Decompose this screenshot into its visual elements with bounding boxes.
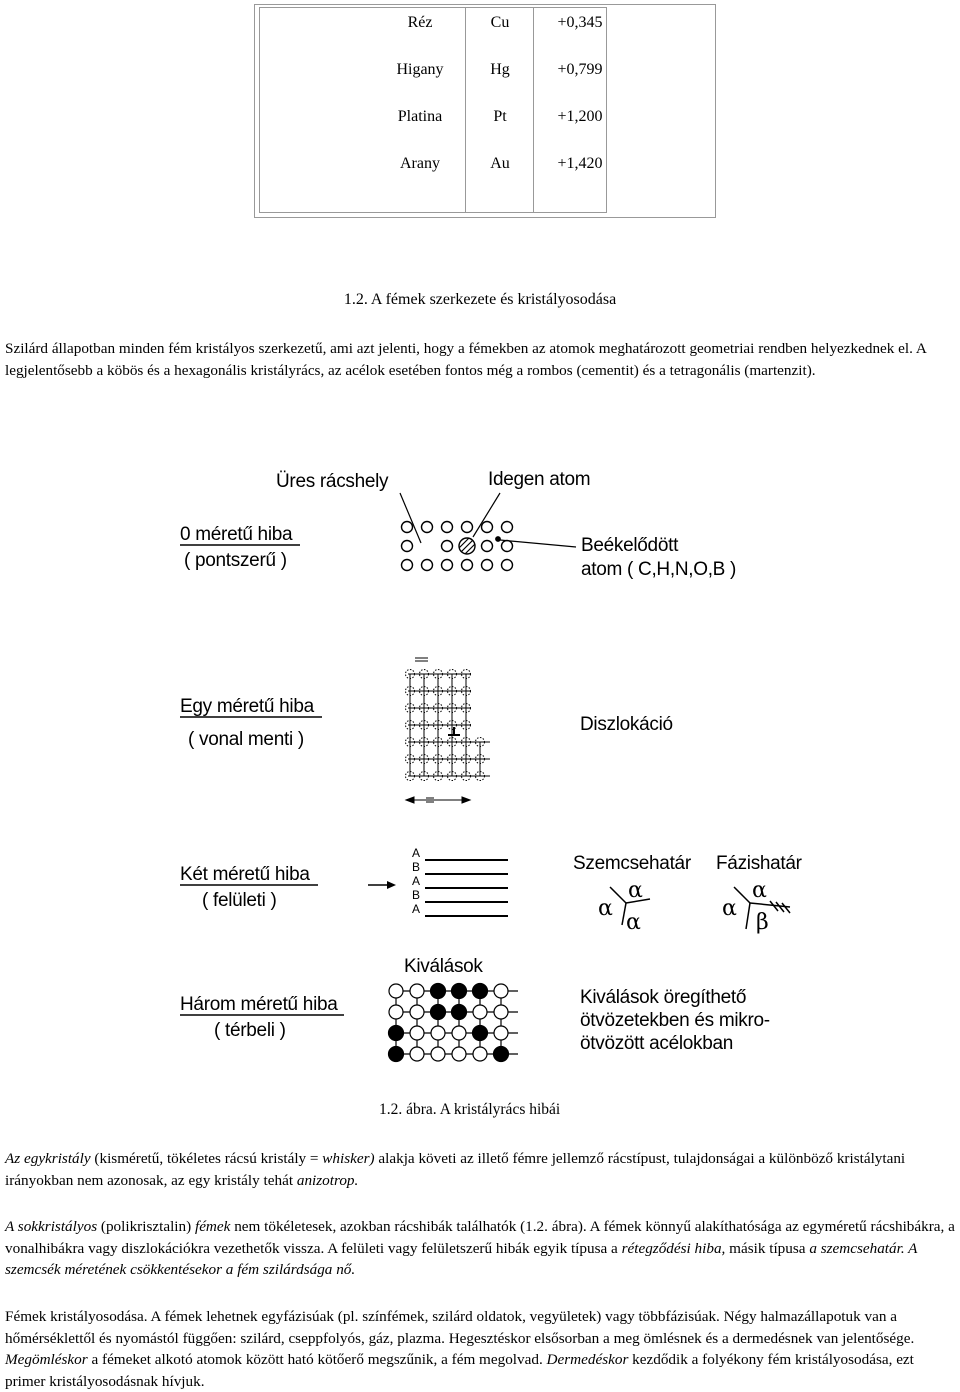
label-empty-site: Üres rácshely	[276, 471, 389, 492]
stack-letter: B	[412, 888, 421, 902]
metal-symbol: Cu	[490, 14, 510, 31]
label-3d-sub: ( térbeli )	[214, 1020, 286, 1041]
metal-name: Réz	[407, 14, 433, 31]
precipitate-lattice	[389, 984, 519, 1062]
label-foreign-atom: Idegen atom	[488, 469, 591, 490]
point-defect-lattice	[402, 522, 513, 571]
label-interstitial-atoms: atom ( C,H,N,O,B )	[581, 559, 737, 580]
label-interstitial: Beékelődött	[581, 535, 679, 556]
label-precipitation-2: ötvözetekben és mikro-	[580, 1010, 770, 1031]
term: rétegződési hiba,	[621, 1239, 726, 1257]
text: nem tökéletesek, azokban rácshibák találhatók (1.2. ábra). A fémek könnyű alakíthatósága az egyméretű rácshibákra, a vonalhibákra vagy diszlokációkra vezethetők vissza. A felületi vagy felületszerű hibák egyik típusa a	[5, 1218, 955, 1257]
text: (polikrisztalin)	[97, 1218, 195, 1235]
table-row	[260, 155, 608, 175]
text: alakja követi az illető fémre jellemző rácstípust, tulajdonságai a különböző kristálytani irányokban nem azonosak, az egy kristály tehát	[5, 1150, 906, 1189]
metal-name: Higany	[396, 61, 444, 78]
metal-potential: +0,345	[557, 14, 603, 31]
label-3d-defect: Három méretű hiba	[180, 994, 338, 1015]
term: A sokkristályos	[5, 1218, 98, 1235]
label-1d-sub: ( vonal menti )	[188, 729, 304, 750]
potential-table	[254, 4, 716, 218]
metal-symbol: Au	[490, 155, 510, 172]
alpha-symbol: α	[598, 896, 613, 921]
alpha-symbol: α	[722, 896, 737, 921]
text: (kisméretű, tökéletes rácsú kristály =	[90, 1150, 323, 1167]
metal-name: Arany	[400, 155, 440, 172]
intro-paragraph: Szilárd állapotban minden fém kristályos szerkezetű, ami azt jelenti, hogy a fémekben az atomok meghatározott geometriai rendben helyezkednek el. A legjelentősebb a köbös és a hexagonális kristályrács, az acélok esetében fontos még a rombos (cementit) és a tetragonális (martenzit).	[5, 340, 927, 379]
table-row	[260, 108, 608, 128]
term: Az egykristály	[5, 1150, 91, 1167]
term: Megömléskor	[5, 1351, 88, 1368]
label-1d-defect: Egy méretű hiba	[180, 696, 314, 717]
label-0d-sub: ( pontszerű )	[184, 550, 287, 571]
alpha-symbol: α	[752, 878, 767, 903]
table-row	[260, 61, 608, 81]
metal-potential: +1,200	[557, 108, 603, 125]
label-0d-defect: 0 méretű hiba	[180, 524, 293, 545]
term: Dermedéskor	[546, 1351, 629, 1368]
metal-name: Platina	[397, 108, 443, 125]
stacking-fault-arrow	[368, 881, 396, 889]
label-2d-sub: ( felületi )	[202, 890, 277, 911]
term: fémek	[194, 1218, 231, 1235]
label-precipitation-1: Kiválások öregíthető	[580, 987, 747, 1008]
label-precipitates: Kiválások	[404, 956, 483, 977]
beta-symbol: β	[756, 910, 769, 935]
text: kezdődik a folyékony fém kristályosodása, ezt primer kristályosodásnak hívjuk.	[5, 1351, 914, 1390]
term: anizotrop.	[296, 1171, 359, 1189]
paragraph-crystallization	[5, 1306, 957, 1392]
section-heading: 1.2. A fémek szerkezete és kristályosodása	[343, 291, 617, 308]
stack-letter: A	[412, 902, 421, 916]
lattice-defects-figure	[170, 455, 820, 1065]
alpha-symbol: α	[626, 910, 641, 935]
term: whisker)	[322, 1150, 375, 1167]
stack-letter: A	[412, 874, 421, 888]
label-dislocation: Diszlokáció	[580, 714, 673, 735]
term: a szemcsehatár. A szemcsék méretének csökkentésekor a fém szilárdsága nő.	[5, 1239, 918, 1278]
stack-letter: B	[412, 860, 421, 874]
stack-letter: A	[412, 846, 421, 860]
metal-symbol: Pt	[493, 108, 507, 125]
potential-table-inner	[259, 7, 607, 213]
dislocation-lattice	[406, 658, 491, 803]
text: a fémeket alkotó atomok között ható kötőerő megszűnik, a fém megolvad.	[87, 1351, 547, 1368]
metal-potential: +1,420	[557, 155, 603, 172]
stacking-lines	[425, 860, 508, 916]
label-precipitation-3: ötvözött acélokban	[580, 1033, 734, 1054]
paragraph-polycrystal	[5, 1216, 957, 1281]
metal-potential: +0,799	[557, 61, 603, 78]
alpha-symbol: α	[628, 878, 643, 903]
label-phase-boundary: Fázishatár	[716, 853, 802, 874]
figure-caption: 1.2. ábra. A kristályrács hibái	[379, 1101, 561, 1118]
text: Fémek kristályosodása. A fémek lehetnek egyfázisúak (pl. színfémek, szilárd oldatok, vegyületek) vagy többfázisúak. Négy halmazállapotuk van a hőmérséklettől és nyomástól függően: szilárd, cseppfolyós, gáz, plazma. Hegesztéskor elsősorban a meg ömlésnek és a dermedésnek van jelentősége.	[5, 1308, 915, 1347]
pointer-lines	[400, 493, 576, 547]
paragraph-single-crystal	[5, 1148, 957, 1191]
metal-symbol: Hg	[490, 61, 510, 78]
table-row	[260, 14, 608, 34]
text: másik típusa	[725, 1239, 810, 1257]
label-2d-defect: Két méretű hiba	[180, 864, 310, 885]
label-grain-boundary: Szemcsehatár	[573, 853, 691, 874]
